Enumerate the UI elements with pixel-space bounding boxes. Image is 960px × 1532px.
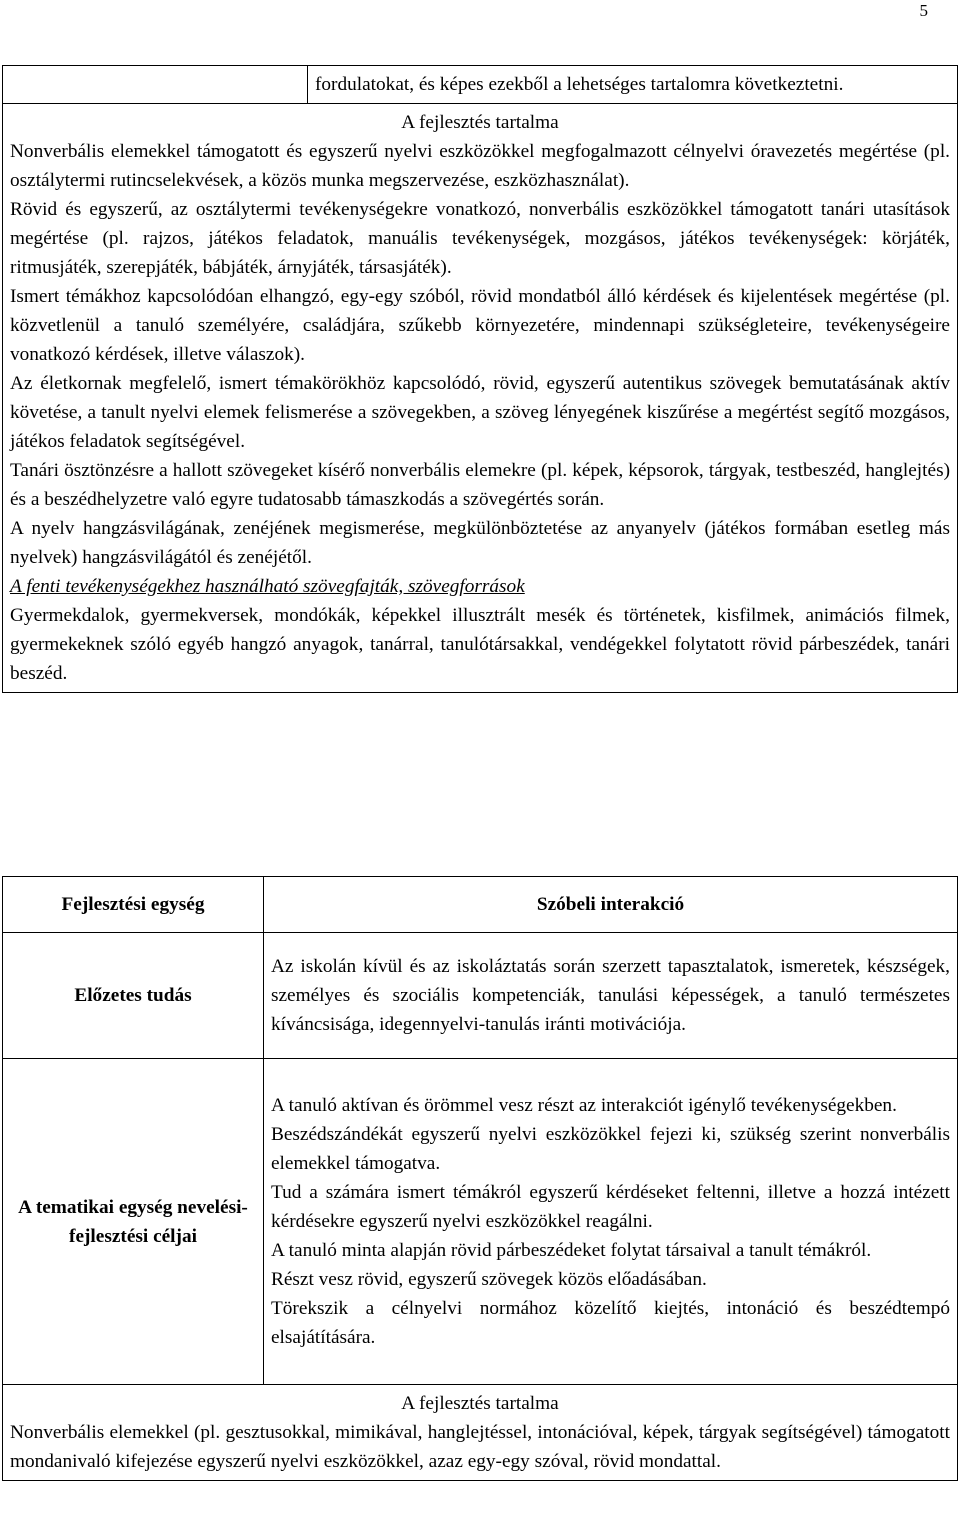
continuation-text: fordulatokat, és képes ezekből a lehetséges tartalomra következtetni. <box>315 74 844 95</box>
section-heading: A fejlesztés tartalma <box>401 1393 559 1414</box>
content-paragraph: Nonverbális elemekkel (pl. gesztusokkal, mimikával, hanglejtéssel, intonációval, képek, tárgyak segítségével) támogatott mondanivaló kifejezése egyszerű nyelvi eszközökkel, azaz egy-egy szóval, rövid mondattal. <box>10 1422 950 1472</box>
page-number: 5 <box>919 1 928 20</box>
table-row <box>3 1385 958 1481</box>
prior-label-cell <box>3 933 264 1059</box>
section-heading: A fejlesztés tartalma <box>401 112 559 133</box>
table-row <box>3 104 958 693</box>
unit-value-cell <box>264 877 958 933</box>
development-content-cell <box>3 104 958 693</box>
unit-label-cell <box>3 877 264 933</box>
sources-text: Gyermekdalok, gyermekversek, mondókák, képekkel illusztrált mesék és történetek, kisfilmek, animációs filmek, gyermekeknek szóló egyéb hangzó anyagok, tanárral, tanulótársakkal, vendégekkel folytatott rövid párbeszédek, tanári beszéd. <box>10 605 950 684</box>
goals-label: A tematikai egység nevelési-fejlesztési céljai <box>18 1196 248 1247</box>
content-paragraph: Ismert témákhoz kapcsolódóan elhangzó, egy-egy szóból, rövid mondatból álló kérdések és kijelentések megértése (pl. közvetlenül a tanuló személyére, családjára, szűkebb környezetére, mindennapi szükségleteire, tevékenységeire vonatkozó kérdések, illetve válaszok). <box>10 286 950 365</box>
content-paragraph: Az életkornak megfelelő, ismert témakörökhöz kapcsolódó, rövid, egyszerű autentikus szövegek bemutatásának aktív követése, a tanult nyelvi elemek felismerése a szövegekben, a szöveg lényegének kiszűrése a megértést segítő mozgásos, játékos feladatok segítségével. <box>10 373 950 452</box>
content-paragraph: Rövid és egyszerű, az osztálytermi tevékenységekre vonatkozó, nonverbális eszközökkel támogatott tanári utasítások megértése (pl. rajzos, játékos feladatok, manuális tevékenységek, mozgásos, játékos tevékenységek: körjáték, ritmusjáték, szerepjáték, bábjáték, árnyjáték, társasjáték). <box>10 199 950 278</box>
goal-item: Tud a számára ismert témákról egyszerű kérdéseket feltenni, illetve a hozzá intézett kérdésekre egyszerű nyelvi eszközökkel reagálni. <box>271 1182 950 1232</box>
goals-cell <box>264 1059 958 1385</box>
goal-item: Részt vesz rövid, egyszerű szövegek közös előadásában. <box>271 1269 707 1290</box>
unit-label: Fejlesztési egység <box>61 894 205 915</box>
goal-item: A tanuló aktívan és örömmel vesz részt az interakciót igénylő tevékenységekben. <box>271 1095 897 1116</box>
sources-heading: A fenti tevékenységekhez használható szövegfajták, szövegforrások <box>10 576 525 597</box>
goal-item: Törekszik a célnyelvi normához közelítő kiejtés, intonáció és beszédtempó elsajátítására. <box>271 1298 950 1348</box>
prior-label: Előzetes tudás <box>74 985 192 1006</box>
empty-cell <box>3 66 308 104</box>
prior-text: Az iskolán kívül és az iskoláztatás során szerzett tapasztalatok, ismeretek, készségek, személyes és szociális kompetenciák, tanulási képességek, a tanuló természetes kíváncsisága, idegennyelvi-tanulás iránti motivációja. <box>271 956 950 1035</box>
unit-value: Szóbeli interakció <box>536 894 685 915</box>
development-content-cell <box>3 1385 958 1481</box>
content-paragraph: Nonverbális elemekkel támogatott és egyszerű nyelvi eszközökkel megfogalmazott célnyelvi óravezetés megértése (pl. osztálytermi rutincselekvések, a közös munka megszervezése, eszközhasználat). <box>10 141 950 191</box>
table-row <box>3 877 958 933</box>
goal-item: Beszédszándékát egyszerű nyelvi eszközökkel fejezi ki, szükség szerint nonverbális elemekkel támogatva. <box>271 1124 950 1174</box>
prior-text-cell <box>264 933 958 1059</box>
goal-item: A tanuló minta alapján rövid párbeszédeket folytat társaival a tanult témákról. <box>271 1240 872 1261</box>
content-paragraph: A nyelv hangzásvilágának, zenéjének megismerése, megkülönböztetése az anyanyelv (játékos formában esetleg más nyelvek) hangzásvilágától és zenéjétől. <box>10 518 950 568</box>
table-row <box>3 66 958 104</box>
content-table-1 <box>2 65 958 693</box>
content-table-2 <box>2 876 958 1481</box>
goals-label-cell <box>3 1059 264 1385</box>
table-row <box>3 933 958 1059</box>
continuation-cell <box>308 66 958 104</box>
table-row <box>3 1059 958 1385</box>
content-paragraph: Tanári ösztönzésre a hallott szövegeket kísérő nonverbális elemekre (pl. képek, képsorok, tárgyak, testbeszéd, hanglejtés) és a beszédhelyzetre való egyre tudatosabb támaszkodás a szövegértés során. <box>10 460 950 510</box>
